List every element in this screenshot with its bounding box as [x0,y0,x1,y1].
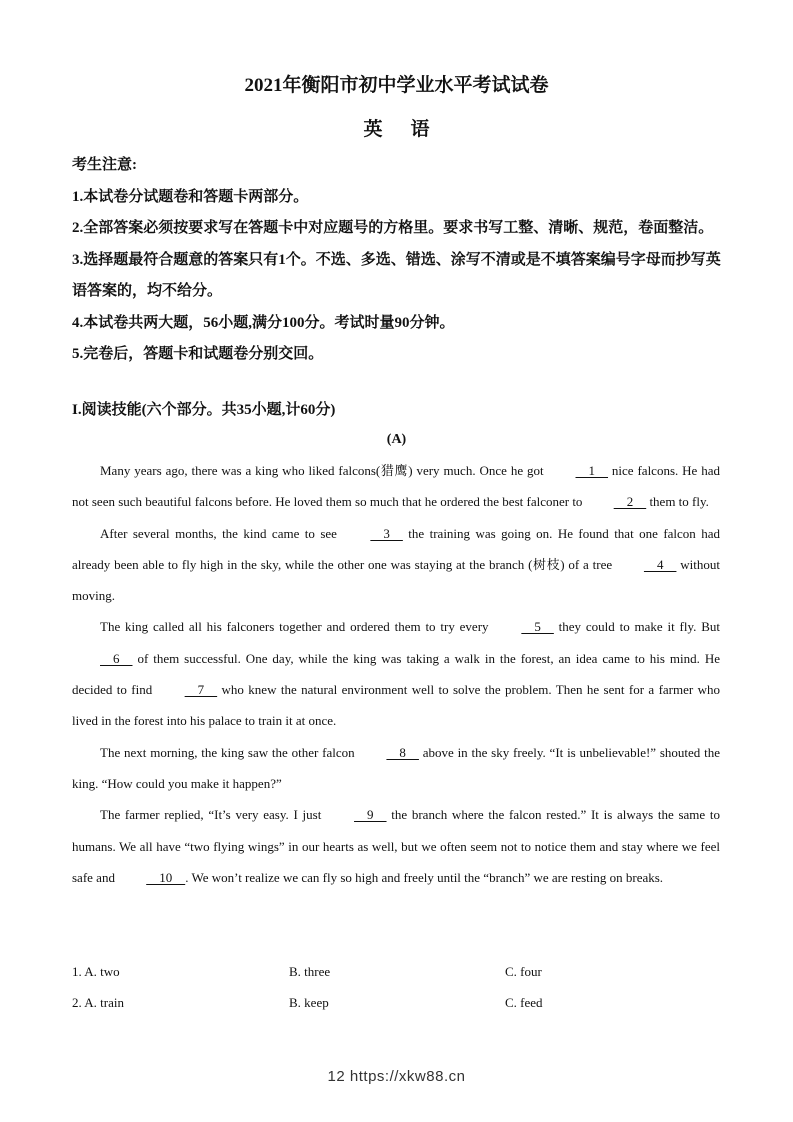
paragraph-5 [72,799,720,893]
passage-text: The next morning, the king saw the other falcon [100,744,359,760]
blank-3: 3 [370,525,403,541]
note-item-5: 5.完卷后，答题卡和试题卷分别交回。 [72,346,324,362]
option-c: C. four [505,964,542,979]
passage-text: Many years ago, there was a king who liked falcons(猎鹰) very much. Once he got [100,463,548,478]
passage-text: of them successful. One day, while the king was taking a walk in the forest, an idea came to his mind. He decided to find [72,650,720,698]
blank-10: 10 [146,869,186,885]
passage-text: them to fly. [646,494,709,510]
exam-title: 2021年衡阳市初中学业水平考试试卷 [244,75,549,96]
passage-text: they could to make it fly. But [553,619,720,635]
passage-text: . We won’t realize we can fly so high and freely until the “branch” we are resting on breaks. [185,869,664,885]
option-c: C. feed [505,995,543,1010]
blank-1: 1 [575,463,609,478]
passage-text: who knew the natural environment well to solve the problem. Then he sent for a farmer who lived in the forest into his palace to train it at once. [72,682,720,729]
passage-text: The king called all his falconers together and ordered them to try every [100,619,494,635]
passage-text: The farmer replied, “It’s very easy. I just [100,807,327,823]
note-item-4: 4.本试卷共两大题，56小题,满分100分。考试时量90分钟。 [72,314,455,331]
page-footer: 12 https://xkw88.cn [327,1068,466,1085]
passage-label: (A) [386,432,407,447]
answer-options [72,956,732,1018]
passage-text: above in the sky freely. “It is unbelievable!” shouted the king. “How could you make it happen?” [72,744,720,791]
passage-text: After several months, the kind came to see [100,525,343,541]
blank-2: 2 [613,494,647,510]
paragraph-2 [72,518,720,612]
subject-title: 英语 [363,119,458,140]
option-b: B. keep [289,995,329,1010]
option-row-2 [72,987,732,1018]
cloze-passage [72,455,720,893]
exam-notes [72,150,724,371]
note-item-1: 1.本试卷分试题卷和答题卡两部分。 [72,188,309,205]
option-a: 2. A. train [72,995,124,1010]
blank-8: 8 [386,744,419,760]
passage-text: the training was going on. He found that one falcon had already been able to fly high in the sky, while the other one was staying at the branch (树枝) of a tree [72,525,720,572]
passage-text: the branch where the falcon rested.” It is always the same to humans. We all have “two flying wings” in our hearts as well, but we often seem not to notice them and stay where we feel safe and [72,807,720,885]
option-b: B. three [289,964,331,979]
notes-heading: 考生注意: [72,157,137,173]
option-row-1 [72,956,732,987]
blank-6: 6 [100,650,133,666]
passage-text: nice falcons. He had not seen such beautiful falcons before. He loved them so much that he ordered the best falconer to [72,463,721,510]
note-item-3: 3.选择题最符合题意的答案只有1个。不选、多选、错选、涂写不清或是不填答案编号字母而抄写英语答案的，均不给分。 [72,251,721,299]
note-item-2: 2.全部答案必须按要求写在答题卡中对应题号的方格里。要求书写工整、清晰、规范，卷面整洁。 [72,220,714,236]
blank-9: 9 [354,807,387,823]
paragraph-4 [72,737,720,800]
blank-5: 5 [521,619,554,635]
option-a: 1. A. two [72,964,120,979]
passage-text: without moving. [72,556,720,604]
section-heading: I.阅读技能(六个部分。共35小题,计60分) [72,402,336,418]
paragraph-3 [72,611,720,736]
blank-4: 4 [643,556,677,572]
blank-7: 7 [184,682,218,698]
paragraph-1 [72,455,720,518]
